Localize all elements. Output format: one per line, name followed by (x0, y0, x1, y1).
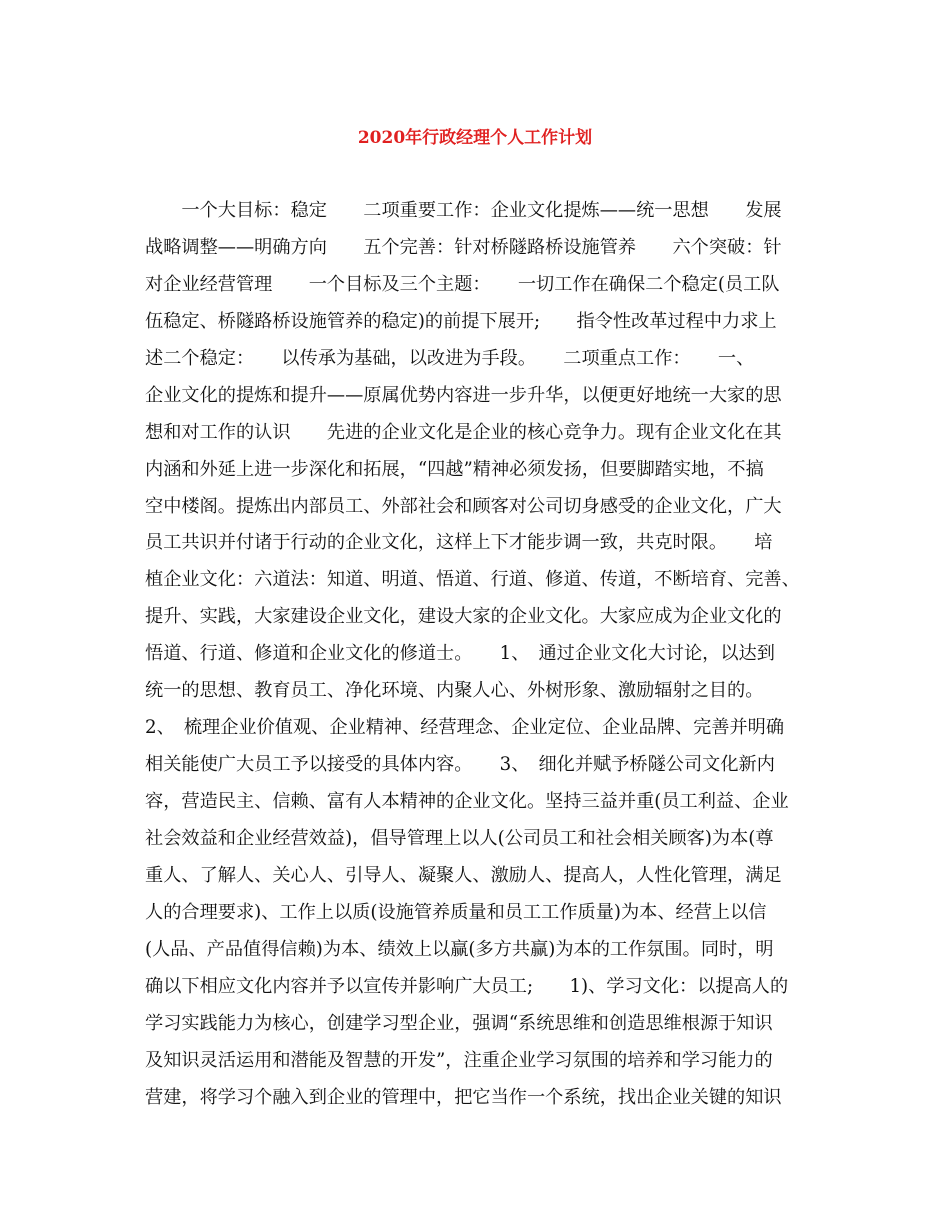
text-line: 员工共识并付诸于行动的企业文化，这样上下才能步调一致，共克时限。 培 (145, 532, 773, 554)
text-line: 学习实践能力为核心，创建学习型企业，强调“系统思维和创造思维根源于知识 (145, 1012, 773, 1034)
text-line: 提升、实践，大家建设企业文化，建设大家的企业文化。大家应成为企业文化的 (145, 606, 782, 628)
text-line: 统一的思想、教育员工、净化环境、内聚人心、外树形象、激励辐射之目的。 (145, 680, 764, 702)
text-line: 悟道、行道、修道和企业文化的修道士。 1、 通过企业文化大讨论，以达到 (145, 643, 775, 665)
text-line: 想和对工作的认识 先进的企业文化是企业的核心竞争力。现有企业文化在其 (145, 421, 782, 443)
text-line: 社会效益和企业经营效益)，倡导管理上以人(公司员工和社会相关顾客)为本(尊 (145, 827, 774, 849)
text-line: 重人、了解人、关心人、引导人、凝聚人、激励人、提高人，人性化管理，满足 (145, 864, 782, 886)
text-line: 内涵和外延上进一步深化和拓展，“四越”精神必须发扬，但要脚踏实地，不搞 (145, 458, 764, 480)
text-line: 对企业经营管理 一个目标及三个主题： 一切工作在确保二个稳定(员工队 (145, 273, 780, 295)
text-line: (人品、产品值得信赖)为本、绩效上以赢(多方共赢)为本的工作氛围。同时，明 (145, 938, 774, 960)
text-line: 确以下相应文化内容并予以宣传并影响广大员工; 1)、学习文化：以提高人的 (145, 975, 789, 997)
text-line: 2、 梳理企业价值观、企业精神、经营理念、企业定位、企业品牌、完善并明确 (145, 717, 785, 739)
text-line: 营建，将学习个融入到企业的管理中，把它当作一个系统，找出企业关键的知识 (145, 1086, 782, 1108)
text-line: 述二个稳定： 以传承为基础，以改进为手段。 二项重点工作： 一、 (145, 347, 755, 369)
text-line: 空中楼阁。提炼出内部员工、外部社会和顾客对公司切身感受的企业文化，广大 (145, 495, 782, 517)
text-line: 企业文化的提炼和提升——原属优势内容进一步升华，以便更好地统一大家的思 (145, 384, 782, 406)
text-line: 人的合理要求)、工作上以质(设施管养质量和员工工作质量)为本、经营上以信 (145, 901, 767, 923)
text-line: 植企业文化：六道法：知道、明道、悟道、行道、修道、传道，不断培育、完善、 (145, 569, 800, 591)
text-line: 战略调整——明确方向 五个完善：针对桥隧路桥设施管养 六个突破：针 (145, 236, 782, 258)
text-line: 一个大目标：稳定 二项重要工作：企业文化提炼——统一思想 发展 (145, 200, 782, 221)
text-line: 伍稳定、桥隧路桥设施管养的稳定)的前提下展开; 指令性改革过程中力求上 (145, 310, 777, 332)
text-line: 相关能使广大员工予以接受的具体内容。 3、 细化并赋予桥隧公司文化新内 (145, 754, 775, 776)
document-title: 2020年行政经理个人工作计划 (357, 128, 593, 148)
text-line: 容，营造民主、信赖、富有人本精神的企业文化。坚持三益并重(员工利益、企业 (145, 791, 789, 812)
document-body (145, 193, 810, 1116)
text-line: 及知识灵活运用和潜能及智慧的开发”，注重企业学习氛围的培养和学习能力的 (145, 1049, 773, 1071)
